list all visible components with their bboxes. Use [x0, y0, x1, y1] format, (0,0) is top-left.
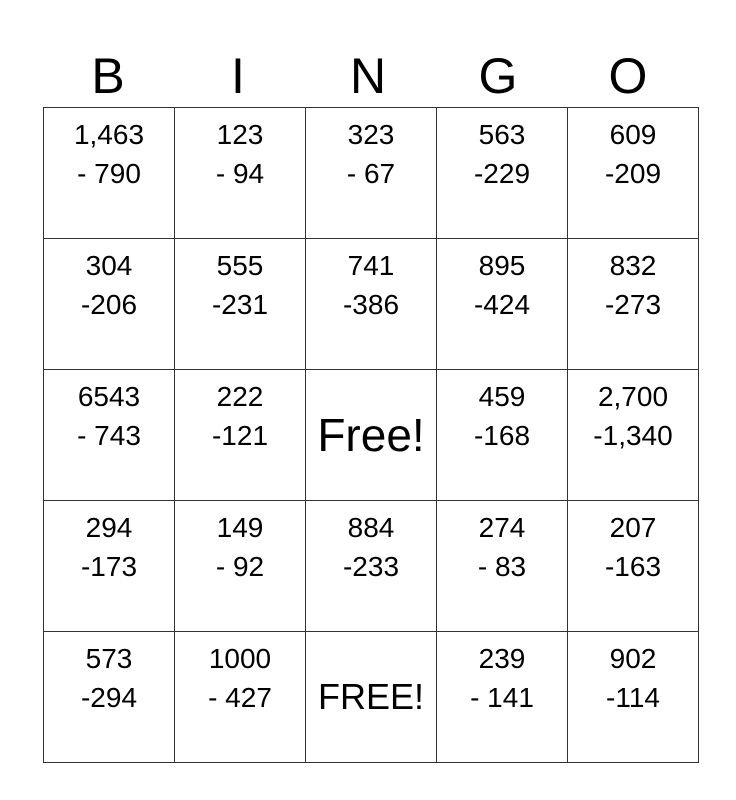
- cell-text: 895 -424: [473, 250, 531, 320]
- cell-text: 884 -233: [342, 512, 400, 582]
- bingo-cell[interactable]: [568, 370, 699, 501]
- free-space-cell[interactable]: [306, 632, 437, 763]
- cell-text: 555 -231: [211, 250, 269, 320]
- header-letter-n: N: [349, 48, 387, 104]
- cell-text: 609 -209: [604, 119, 662, 189]
- cell-text: 1000 - 427: [208, 643, 272, 713]
- header-letter-i: I: [231, 48, 245, 104]
- bingo-cell[interactable]: [175, 501, 306, 632]
- header-letter-g: G: [478, 48, 518, 104]
- cell-text: 149 - 92: [215, 512, 265, 582]
- bingo-cell[interactable]: [175, 239, 306, 370]
- bingo-board: [43, 107, 699, 763]
- cell-text: 573 -294: [80, 643, 138, 713]
- cell-text: 239 - 141: [470, 643, 534, 713]
- bingo-cell[interactable]: [568, 632, 699, 763]
- free-space-cell[interactable]: [306, 370, 437, 501]
- bingo-cell[interactable]: [568, 501, 699, 632]
- free-space-label: FREE!: [317, 676, 424, 717]
- board-row-4: [44, 501, 699, 632]
- board-row-3: [44, 370, 699, 501]
- bingo-cell[interactable]: [568, 108, 699, 239]
- bingo-cell[interactable]: [175, 632, 306, 763]
- bingo-cell[interactable]: [568, 239, 699, 370]
- bingo-cell[interactable]: [437, 239, 568, 370]
- bingo-cell[interactable]: [437, 370, 568, 501]
- bingo-cell[interactable]: [437, 108, 568, 239]
- free-space-label: Free!: [317, 409, 425, 461]
- cell-text: 741 -386: [342, 250, 400, 320]
- bingo-cell[interactable]: [44, 632, 175, 763]
- cell-text: 6543 - 743: [77, 381, 141, 451]
- cell-text: 459 -168: [473, 381, 531, 451]
- bingo-cell[interactable]: [44, 370, 175, 501]
- cell-text: 323 - 67: [346, 119, 396, 189]
- bingo-cell[interactable]: [175, 108, 306, 239]
- header-letter-b: B: [91, 48, 125, 104]
- bingo-header: [43, 50, 693, 105]
- header-letter-o: O: [608, 48, 648, 104]
- cell-text: 294 -173: [80, 512, 138, 582]
- board-row-5: [44, 632, 699, 763]
- board-row-2: [44, 239, 699, 370]
- cell-text: 304 -206: [80, 250, 138, 320]
- cell-text: 902 -114: [606, 643, 660, 713]
- bingo-cell[interactable]: [306, 501, 437, 632]
- cell-text: 2,700 -1,340: [593, 381, 673, 451]
- bingo-cell[interactable]: [437, 501, 568, 632]
- bingo-cell[interactable]: [44, 501, 175, 632]
- cell-text: 563 -229: [473, 119, 531, 189]
- board-row-1: [44, 108, 699, 239]
- cell-text: 222 -121: [211, 381, 269, 451]
- bingo-cell[interactable]: [306, 108, 437, 239]
- cell-text: 207 -163: [604, 512, 662, 582]
- cell-text: 1,463 - 790: [73, 119, 145, 189]
- bingo-cell[interactable]: [175, 370, 306, 501]
- bingo-cell[interactable]: [44, 108, 175, 239]
- bingo-cell[interactable]: [44, 239, 175, 370]
- bingo-cell[interactable]: [437, 632, 568, 763]
- cell-text: 274 - 83: [477, 512, 527, 582]
- cell-text: 832 -273: [604, 250, 662, 320]
- cell-text: 123 - 94: [215, 119, 265, 189]
- bingo-cell[interactable]: [306, 239, 437, 370]
